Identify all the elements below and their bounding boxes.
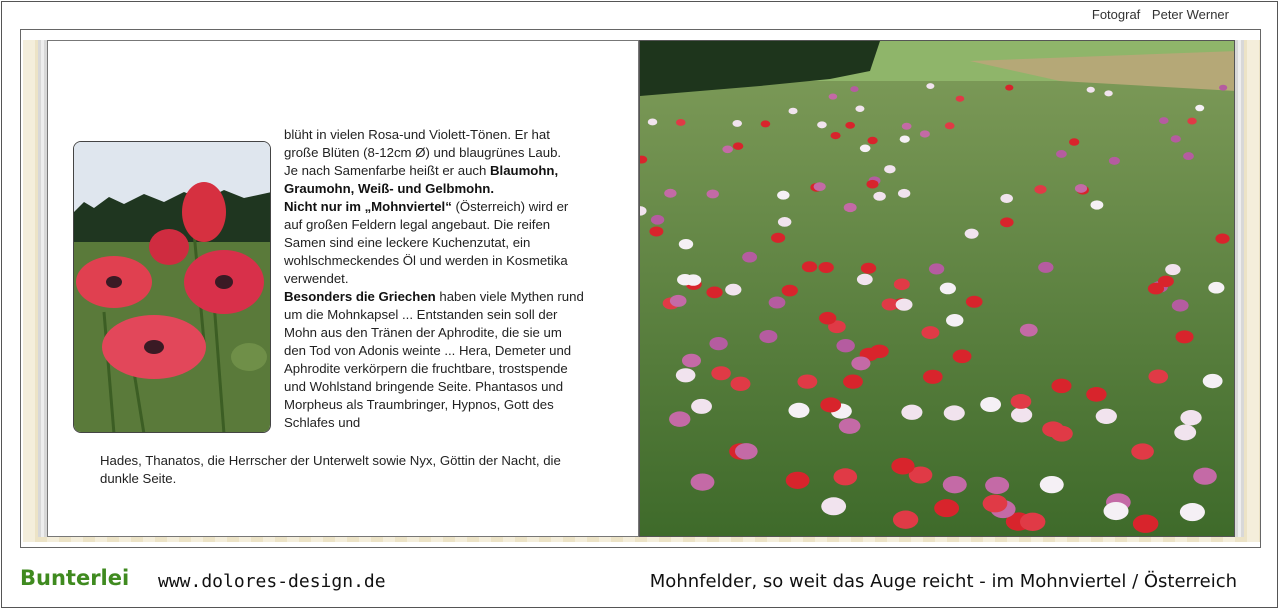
continued-text: Hades, Thanatos, die Herrscher der Unterwelt sowie Nyx, Göttin der Nacht, die dunkle Seite. (100, 453, 561, 486)
poppy-flower (1148, 283, 1164, 295)
poppy-flower (648, 119, 658, 126)
poppy-flower (722, 145, 733, 153)
poppy-flower (782, 285, 798, 297)
poppy-flower (1020, 513, 1045, 531)
poppy-flower (1104, 90, 1112, 96)
poppy-flower (769, 296, 786, 308)
poppy-flower (1075, 184, 1087, 193)
para-4-bold: Besonders die Griechen (284, 289, 436, 304)
poppy-flower (802, 261, 817, 272)
poppy-flower (786, 472, 810, 489)
poppy-flower (851, 357, 870, 371)
poppy-flower (1159, 117, 1168, 124)
poppy-flower (1219, 85, 1227, 91)
poppy-flower (946, 314, 963, 327)
poppy-flower (1195, 105, 1204, 111)
poppy-flower (893, 511, 918, 529)
poppy-flower (926, 83, 934, 89)
poppy-flower (953, 349, 972, 363)
poppy-flower (1020, 324, 1038, 337)
poppy-flower (649, 226, 663, 236)
poppy-flower (735, 443, 758, 459)
poppy-flower (1109, 157, 1120, 165)
poppy-flower (1174, 425, 1196, 441)
poppy-flower (1096, 409, 1117, 424)
para-4-text: haben viele Mythen rund um die Mohnkapsel ... Entstanden sein soll der Mohn aus den Tränen der Aphrodite, die sie um den Tod von Adonis weinte ... Hera, Demeter und Aphrodite verkörpern die fruchtbare, trostspende und Wohlstand bringende Seite. Phantasos und Morpheus als Traumbringer, Hypnos, Gott des Schlafes und (284, 289, 584, 430)
poppy-flower (814, 182, 826, 191)
poppy-flower (1215, 233, 1229, 243)
poppy-flower (956, 96, 965, 102)
poppy-flower (1208, 282, 1224, 294)
poppy-flower (845, 122, 855, 129)
poppy-flower (844, 203, 857, 212)
poppy-flower (669, 411, 690, 426)
poppy-flower (867, 137, 877, 144)
poppy-flower (677, 274, 693, 285)
para-2-bold: Blaumohn, Graumohn, Weiß- und Gelbmohn. (284, 163, 559, 196)
poppy-flower (902, 123, 912, 130)
poppy-flower (1000, 217, 1014, 227)
poppy-flower (861, 263, 876, 274)
poppy-flower (1180, 503, 1205, 521)
poppy-flower (1104, 502, 1129, 520)
poppy-flower (1069, 138, 1079, 145)
credit-name: Peter Werner (1151, 7, 1229, 22)
poppy-flower (1203, 374, 1223, 388)
poppy-flower (896, 299, 913, 311)
poppy-flower (819, 312, 836, 325)
poppy-flower (843, 374, 863, 388)
website-link[interactable]: www.dolores-design.de (158, 571, 386, 592)
poppy-flower (944, 405, 965, 420)
poppy-flower (732, 120, 742, 127)
poppy-flower (1091, 200, 1104, 209)
poppy-flower (1087, 87, 1095, 93)
poppy-flower (1005, 85, 1013, 91)
poppy-flower (901, 405, 922, 420)
para-3-text: (Österreich) wird er auf großen Feldern legal angebaut. Die reifen Samen sind eine leckere Kuchenzutat, ein wohlschmeckendes Öl und werden in Kosmetika verwendet. (284, 199, 569, 286)
poppy-flower (676, 368, 696, 382)
poppy-flower (943, 476, 967, 493)
poppy-flower (820, 397, 841, 412)
poppy-flower (788, 108, 797, 115)
photographer-credit (1092, 7, 1229, 22)
photo-caption: Mohnfelder, so weit das Auge reicht - im Mohnviertel / Österreich (649, 571, 1237, 592)
poppy-flower (1183, 152, 1194, 160)
poppy-flower (706, 287, 722, 299)
poppy-flower (983, 495, 1008, 513)
poppy-flower (821, 497, 846, 515)
poppy-flower (1038, 262, 1053, 273)
poppy-flower (742, 252, 757, 263)
poppy-flower (966, 296, 983, 308)
poppy-flower (817, 121, 827, 128)
poppy-flower (1056, 150, 1067, 158)
poppy-flower (980, 397, 1001, 412)
poppy-flower (1133, 514, 1159, 532)
para-3-bold: Nicht nur im „Mohnviertel“ (284, 199, 452, 214)
poppy-flower (819, 262, 834, 273)
poppy-flower (831, 132, 841, 139)
poppy-flower (860, 144, 871, 152)
poppy-flower (1040, 476, 1064, 493)
poppy-flower (866, 180, 878, 189)
poppy-flower (778, 217, 792, 227)
poppy-flower (1193, 468, 1217, 485)
poppy-flower (829, 94, 838, 100)
poppy-flower (711, 366, 731, 380)
poppy-flower (1175, 330, 1193, 343)
poppy-flower (894, 279, 910, 291)
poppy-flower (891, 458, 914, 475)
poppy-flower (707, 189, 719, 198)
para-1: blüht in vielen Rosa-und Violett-Tönen. Er hat große Blüten (8-12cm Ø) und blaugrünes Laub. (284, 127, 562, 160)
poppy-flower (934, 499, 959, 517)
poppy-flower (1000, 194, 1013, 203)
poppy-flower (836, 339, 854, 352)
poppy-flower (857, 274, 873, 285)
poppy-flower (1171, 135, 1181, 142)
poppy-flower (1011, 394, 1032, 409)
poppy-flower (923, 370, 943, 384)
poppy-flower (945, 122, 955, 129)
credit-label: Fotograf (1091, 7, 1141, 22)
poppy-flower (1165, 264, 1180, 275)
poppy-flower (761, 120, 771, 127)
poppy-flower (839, 418, 861, 434)
poppy-flower (855, 106, 864, 112)
poppy-flower (1051, 379, 1071, 393)
body-text (284, 126, 584, 432)
poppy-flower (940, 283, 956, 295)
poppy-flower (921, 326, 939, 339)
poppy-flower (709, 337, 727, 350)
poppy-flower (873, 192, 885, 201)
poppy-flower (1131, 443, 1154, 459)
poppy-flower (651, 215, 664, 225)
poppy-flower (884, 165, 895, 173)
brand-logo: Bunterlei (20, 566, 130, 590)
poppy-flower (1042, 421, 1064, 437)
poppy-flower (759, 330, 777, 343)
poppy-flower (929, 263, 944, 274)
poppy-flower (1011, 407, 1032, 422)
poppy-flower (1034, 185, 1046, 194)
poppy-flower (1086, 387, 1106, 402)
poppy-flower (833, 468, 857, 485)
poppy-flower (691, 473, 715, 490)
poppy-flower (730, 377, 750, 391)
poppy-flower (850, 86, 858, 92)
poppy-flower (1172, 299, 1189, 311)
poppy-flower (676, 119, 686, 126)
poppy-flower (788, 403, 809, 418)
poppy-flower (898, 189, 910, 198)
poppy-flower (920, 130, 930, 137)
poppy-flower (691, 399, 712, 414)
poppy-flower (1187, 118, 1196, 125)
poppy-flower (965, 229, 979, 239)
poppy-flower (670, 295, 687, 307)
poppy-field-photo (639, 40, 1235, 537)
poppy-flower (664, 189, 676, 198)
poppy-flower (771, 233, 785, 243)
poppy-flower (1148, 369, 1168, 383)
poppy-flower (985, 477, 1009, 494)
poppy-thumbnail-photo (73, 141, 271, 433)
poppy-flower (733, 142, 743, 150)
poppy-flower (679, 239, 693, 249)
poppy-flower (682, 354, 701, 368)
poppy-flower (1180, 410, 1201, 425)
poppy-flower (725, 284, 741, 296)
poppy-flower (777, 191, 789, 200)
poppy-flower (797, 374, 817, 388)
poppy-flower (900, 135, 910, 142)
para-2-intro: Je nach Samenfarbe heißt er auch (284, 163, 490, 178)
